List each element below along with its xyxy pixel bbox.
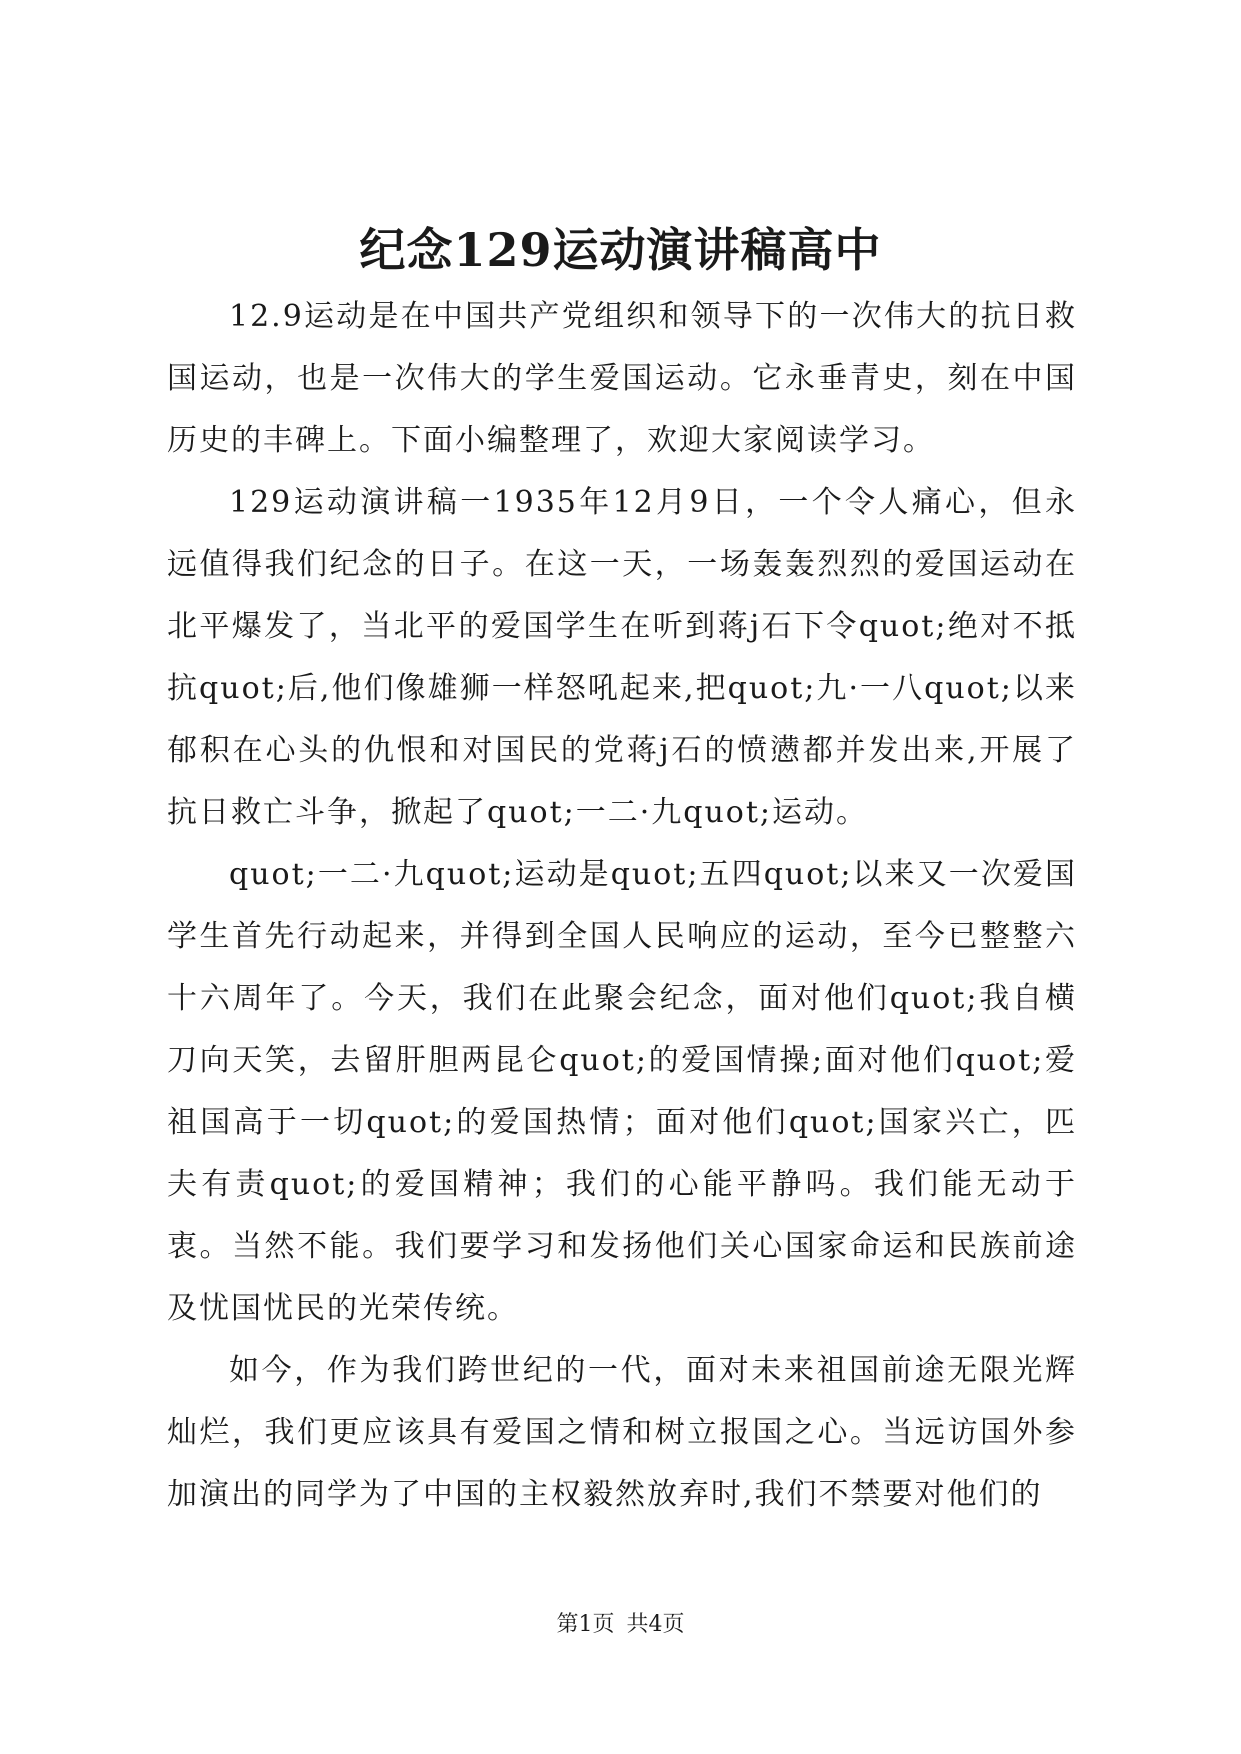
document-title: 纪念129运动演讲稿高中 (359, 223, 882, 277)
paragraph: 如今，作为我们跨世纪的一代，面对未来祖国前途无限光辉灿烂，我们更应该具有爱国之情和树立报国之心。当远访国外参加演出的同学为了中国的主权毅然放弃时,我们不禁要对他们的 (167, 1353, 1077, 1512)
paragraph: 12.9运动是在中国共产党组织和领导下的一次伟大的抗日救国运动，也是一次伟大的学生爱国运动。它永垂青史，刻在中国历史的丰碑上。下面小编整理了，欢迎大家阅读学习。 (167, 299, 1077, 458)
document-body (167, 286, 1077, 1526)
page-footer (0, 1610, 1241, 1640)
page-number: 第1页 (556, 1612, 615, 1637)
paragraph: 129运动演讲稿一1935年12月9日，一个令人痛心，但永远值得我们纪念的日子。在这一天，一场轰轰烈烈的爱国运动在北平爆发了，当北平的爱国学生在听到蒋j石下令quot;绝对不抵抗quot;后,他们像雄狮一样怒吼起来,把quot;九·一八quot;以来郁积在心头的仇恨和对国民的党蒋j石的愤懑都并发出来,开展了抗日救亡斗争，掀起了quot;一二·九quot;运动。 (167, 485, 1077, 830)
page-total: 共4页 (626, 1612, 685, 1637)
paragraph: quot;一二·九quot;运动是quot;五四quot;以来又一次爱国学生首先行动起来，并得到全国人民响应的运动，至今已整整六十六周年了。今天，我们在此聚会纪念，面对他们quot;我自横刀向天笑，去留肝胆两昆仑quot;的爱国情操;面对他们quot;爱祖国高于一切quot;的爱国热情；面对他们quot;国家兴亡，匹夫有责quot;的爱国精神；我们的心能平静吗。我们能无动于衷。当然不能。我们要学习和发扬他们关心国家命运和民族前途及忧国忧民的光荣传统。 (167, 857, 1077, 1326)
